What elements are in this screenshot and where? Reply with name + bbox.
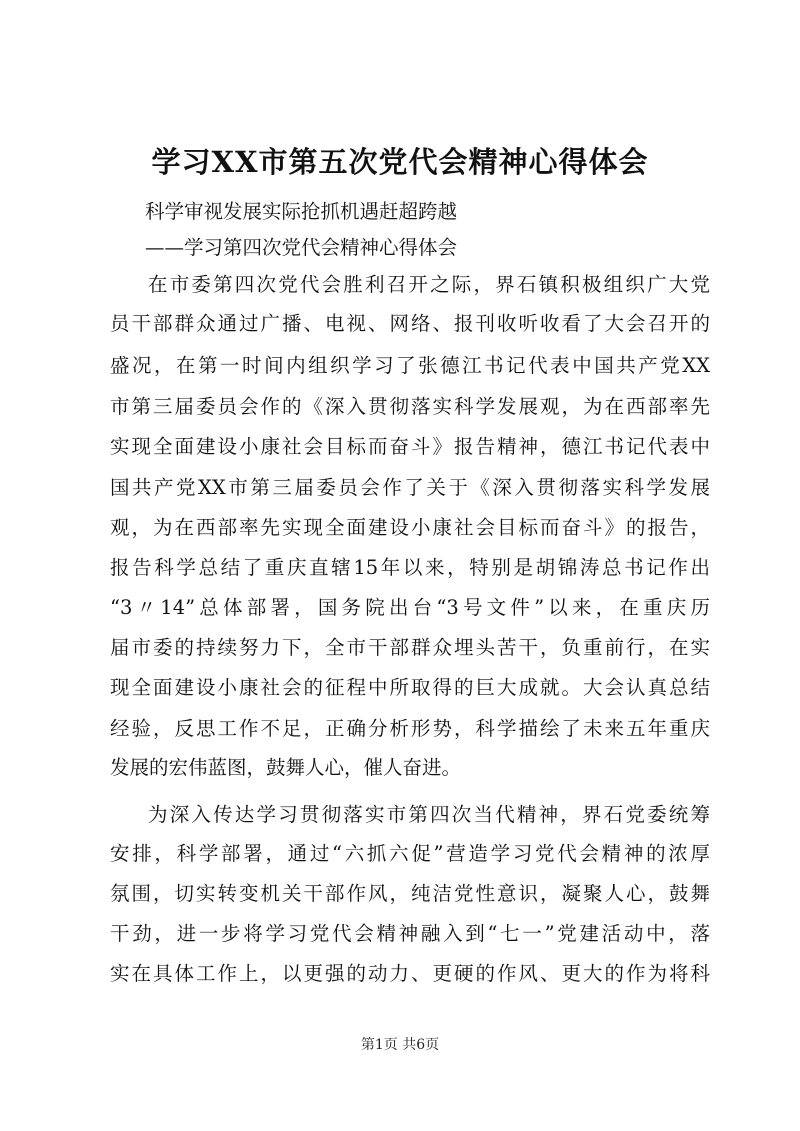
paragraph-2-line-3: 氛围，切实转变机关干部作风，纯洁党性意识，凝聚人心，鼓舞: [110, 882, 710, 905]
paragraph-2-line-5: 实在具体工作上，以更强的动力、更硬的作风、更大的作为将科: [110, 962, 710, 985]
paragraph-1-line-4: 市第三届委员会作的《深入贯彻落实科学发展观，为在西部率先: [110, 395, 710, 418]
paragraph-1-line-7: 观，为在西部率先实现全面建设小康社会目标而奋斗》的报告，: [110, 516, 710, 539]
paragraph-1-line-13: 发展的宏伟蓝图，鼓舞人心，催人奋进。: [110, 756, 462, 779]
paragraph-2-line-2: 安排，科学部署，通过“六抓六促”营造学习党代会精神的浓厚: [110, 842, 710, 865]
paragraph-1-line-8: 报告科学总结了重庆直辖15年以来，特别是胡锦涛总书记作出: [110, 556, 710, 579]
paragraph-2-line-1: 为深入传达学习贯彻落实市第四次当代精神，界石党委统筹: [148, 803, 710, 826]
paragraph-1-line-10: 届市委的持续努力下，全市干部群众埋头苦干，负重前行，在实: [110, 636, 710, 659]
paragraph-1-line-9: “3〃14”总体部署，国务院出台“3号文件”以来，在重庆历: [110, 596, 710, 619]
page-number-footer: 第1页 共6页: [360, 1037, 440, 1053]
paragraph-1-line-6: 国共产党XX市第三届委员会作了关于《深入贯彻落实科学发展: [110, 476, 710, 499]
paragraph-1-line-1: 在市委第四次党代会胜利召开之际，界石镇积极组织广大党: [148, 273, 710, 296]
paragraph-1-line-2: 员干部群众通过广播、电视、网络、报刊收听收看了大会召开的: [110, 312, 710, 335]
paragraph-1-line-5: 实现全面建设小康社会目标而奋斗》报告精神，德江书记代表中: [110, 435, 710, 458]
subtitle-line-2: ——学习第四次党代会精神心得体会: [145, 236, 458, 259]
subtitle-line-1: 科学审视发展实际抢抓机遇赶超跨越: [145, 200, 458, 223]
document-title: 学习XX市第五次党代会精神心得体会: [151, 145, 649, 179]
paragraph-2-line-4: 干劲，进一步将学习党代会精神融入到“七一”党建活动中，落: [110, 922, 710, 945]
paragraph-1-line-11: 现全面建设小康社会的征程中所取得的巨大成就。大会认真总结: [110, 676, 710, 699]
paragraph-1-line-3: 盛况，在第一时间内组织学习了张德江书记代表中国共产党XX: [110, 354, 710, 377]
paragraph-1-line-12: 经验，反思工作不足，正确分析形势，科学描绘了未来五年重庆: [110, 717, 710, 740]
